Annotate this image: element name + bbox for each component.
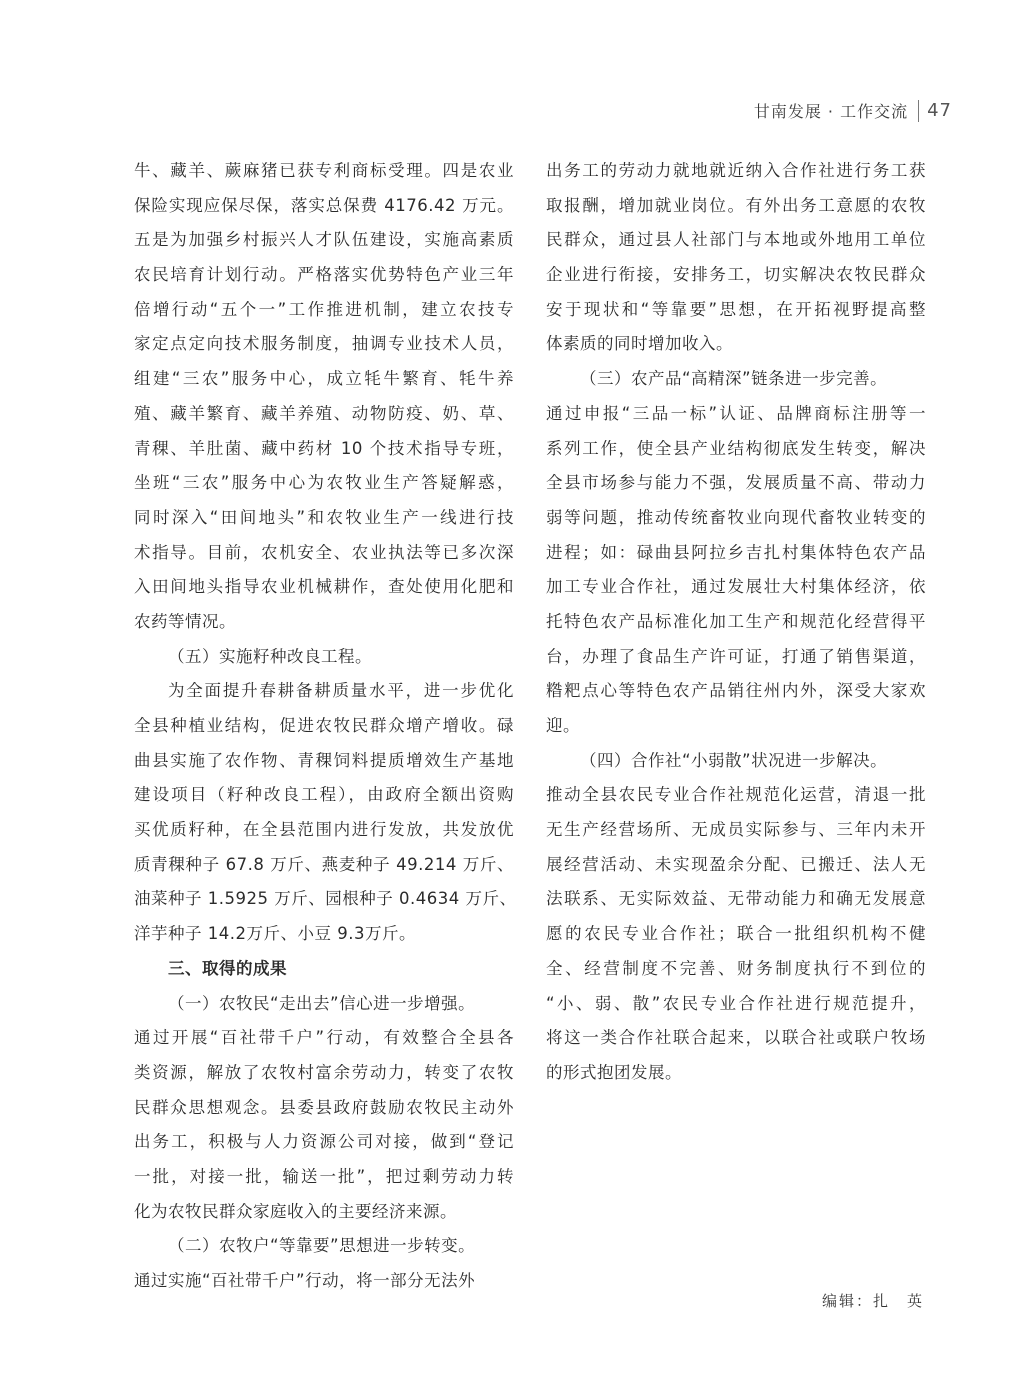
left-column-line: 同时深入“田间地头”和农牧业生产一线进行技 bbox=[134, 507, 514, 527]
left-column-line: 一批，对接一批，输送一批”，把过剩劳动力转 bbox=[134, 1166, 514, 1186]
right-column-line: 民群众，通过县人社部门与本地或外地用工单位 bbox=[546, 230, 926, 250]
right-column-line: 迎。 bbox=[546, 716, 580, 735]
left-column-line: （一）农牧民“走出去”信心进一步增强。 bbox=[168, 993, 476, 1013]
left-column-line: 建设项目（籽种改良工程），由政府全额出资购 bbox=[134, 785, 514, 805]
page-number: 47 bbox=[927, 100, 952, 121]
left-column-line: 买优质籽种，在全县范围内进行发放，共发放优 bbox=[134, 820, 514, 840]
left-column-line: 农药等情况。 bbox=[134, 611, 236, 631]
left-column-line: 全县种植业结构，促进农牧民群众增产增收。碌 bbox=[134, 716, 514, 735]
right-column-line: （三）农产品“高精深”链条进一步完善。 bbox=[580, 369, 888, 389]
left-column-line: 油菜种子 1.5925 万斤、园根种子 0.4634 万斤、 bbox=[134, 889, 517, 909]
right-column-line: 安于现状和“等靠要”思想，在开拓视野提高整 bbox=[546, 299, 926, 319]
right-column-line: 无生产经营场所、无成员实际参与、三年内未开 bbox=[546, 820, 926, 840]
left-column-line: 农民培育计划行动。严格落实优势特色产业三年 bbox=[134, 265, 514, 285]
left-column-line: 殖、藏羊繁育、藏羊养殖、动物防疫、奶、草、 bbox=[134, 403, 514, 423]
right-column-line: 的形式抱团发展。 bbox=[546, 1062, 682, 1082]
right-column-line: 托特色农产品标准化加工生产和规范化经营得平 bbox=[546, 611, 926, 631]
left-column-line: 牛、藏羊、蕨麻猪已获专利商标受理。四是农业 bbox=[134, 161, 514, 180]
left-column-line: 出务工，积极与人力资源公司对接，做到“登记 bbox=[134, 1132, 514, 1152]
right-column-line: 全县市场参与能力不强，发展质量不高、带动力 bbox=[546, 473, 926, 493]
left-column-line: 家定点定向技术服务制度，抽调专业技术人员， bbox=[134, 334, 514, 354]
left-column-line: （五）实施籽种改良工程。 bbox=[168, 646, 372, 666]
left-column-line: 洋芋种子 14.2万斤、小豆 9.3万斤。 bbox=[134, 924, 416, 944]
left-column-line: 坐班“三农”服务中心为农牧业生产答疑解惑， bbox=[134, 473, 514, 493]
left-column-line: 五是为加强乡村振兴人才队伍建设，实施高素质 bbox=[134, 230, 514, 250]
left-column-line: 保险实现应保尽保，落实总保费 4176.42 万元。 bbox=[134, 195, 514, 215]
right-column-line: 全、经营制度不完善、财务制度执行不到位的 bbox=[546, 958, 926, 978]
left-column-line: 曲县实施了农作物、青稞饲料提质增效生产基地 bbox=[134, 750, 514, 770]
left-column-line: 化为农牧民群众家庭收入的主要经济来源。 bbox=[134, 1201, 457, 1221]
left-column-line: 质青稞种子 67.8 万斤、燕麦种子 49.214 万斤、 bbox=[134, 854, 514, 874]
right-column-line: 进程；如：碌曲县阿拉乡吉扎村集体特色农产品 bbox=[546, 542, 926, 562]
header-divider bbox=[918, 100, 919, 122]
editor-credit: 编辑：扎 英 bbox=[821, 1292, 924, 1310]
left-column-line: 为全面提升春耕备耕质量水平，进一步优化 bbox=[168, 681, 514, 701]
right-column-line: 推动全县农民专业合作社规范化运营，清退一批 bbox=[546, 785, 926, 805]
left-column-line: 术指导。目前，农机安全、农业执法等已多次深 bbox=[134, 542, 514, 562]
left-text-column bbox=[134, 154, 517, 1299]
right-column-line: 体素质的同时增加收入。 bbox=[546, 334, 733, 354]
left-column-line: 倍增行动“五个一”工作推进机制，建立农技专 bbox=[134, 299, 514, 319]
running-title: 甘南发展 · 工作交流 bbox=[753, 102, 909, 121]
right-text-column bbox=[546, 154, 926, 1091]
right-column-line: 企业进行衔接，安排务工，切实解决农牧民群众 bbox=[546, 265, 926, 285]
running-header bbox=[754, 99, 952, 122]
left-column-line: 通过实施“百社带千户”行动，将一部分无法外 bbox=[134, 1271, 476, 1290]
left-column-line: 组建“三农”服务中心，成立牦牛繁育、牦牛养 bbox=[134, 369, 514, 389]
right-column-line: “小、弱、散”农民专业合作社进行规范提升， bbox=[546, 993, 926, 1013]
right-column-line: 取报酬，增加就业岗位。有外出务工意愿的农牧 bbox=[546, 195, 926, 215]
right-column-line: （四）合作社“小弱散”状况进一步解决。 bbox=[580, 750, 888, 770]
right-column-line: 糌粑点心等特色农产品销往州内外，深受大家欢 bbox=[546, 681, 926, 701]
left-column-line: 通过开展“百社带千户”行动，有效整合全县各 bbox=[134, 1028, 514, 1048]
right-column-line: 愿的农民专业合作社；联合一批组织机构不健 bbox=[546, 924, 926, 944]
left-column-line: 民群众思想观念。县委县政府鼓励农牧民主动外 bbox=[134, 1097, 514, 1117]
right-column-line: 展经营活动、未实现盈余分配、已搬迁、法人无 bbox=[546, 854, 926, 874]
right-column-line: 将这一类合作社联合起来，以联合社或联户牧场 bbox=[546, 1028, 926, 1048]
right-column-line: 出务工的劳动力就地就近纳入合作社进行务工获 bbox=[546, 161, 926, 180]
right-column-line: 加工专业合作社，通过发展壮大村集体经济，依 bbox=[546, 577, 926, 597]
left-column-line: （二）农牧户“等靠要”思想进一步转变。 bbox=[168, 1236, 476, 1256]
left-column-line: 入田间地头指导农业机械耕作，查处使用化肥和 bbox=[134, 577, 514, 597]
right-column-line: 系列工作，使全县产业结构彻底发生转变，解决 bbox=[546, 438, 926, 458]
left-column-line: 三、取得的成果 bbox=[168, 958, 287, 978]
left-column-line: 青稞、羊肚菌、藏中药材 10 个技术指导专班， bbox=[134, 438, 514, 458]
right-column-line: 台，办理了食品生产许可证，打通了销售渠道， bbox=[546, 646, 926, 666]
left-column-line: 类资源，解放了农牧村富余劳动力，转变了农牧 bbox=[134, 1062, 514, 1082]
right-column-line: 弱等问题，推动传统畜牧业向现代畜牧业转变的 bbox=[546, 507, 926, 527]
right-column-line: 通过申报“三品一标”认证、品牌商标注册等一 bbox=[546, 403, 926, 423]
right-column-line: 法联系、无实际效益、无带动能力和确无发展意 bbox=[546, 889, 926, 909]
